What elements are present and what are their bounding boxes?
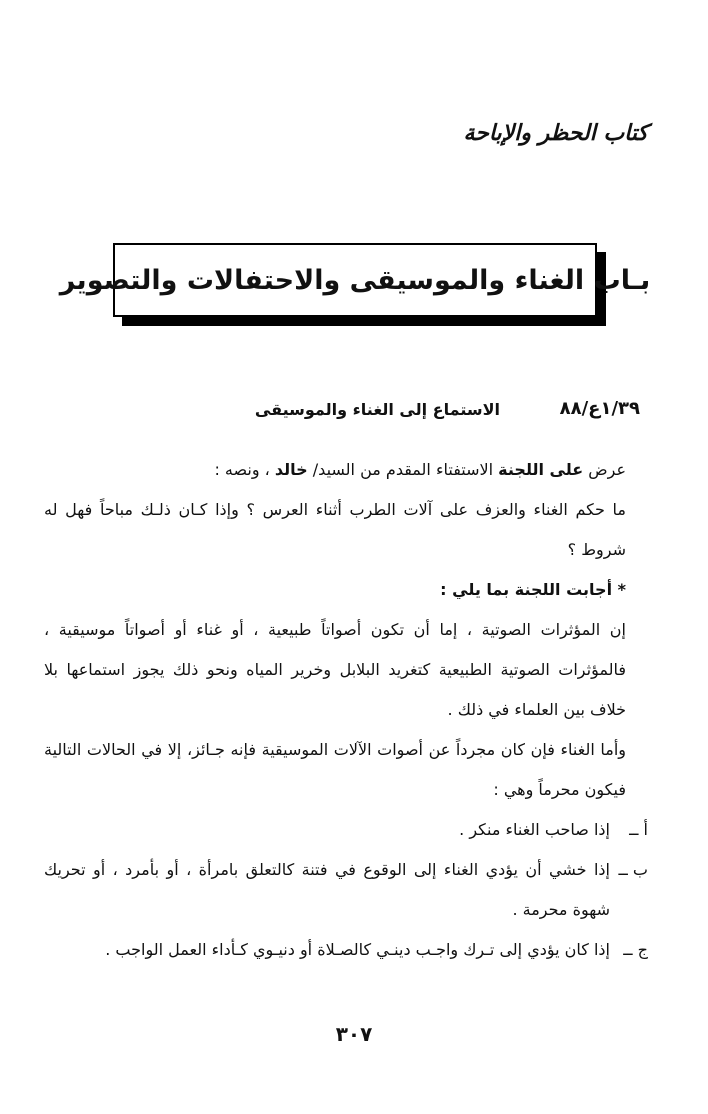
body-text (44, 450, 648, 970)
list-item-text: إذا خشي أن يؤدي الغناء إلى الوقوع في فتنة كالتعلق بامرأة ، أو بأمرد ، أو تحريك شهوة محرمة . (44, 860, 610, 919)
chapter-title: بـاب الغناء والموسيقى والاحتفالات والتصوير (59, 264, 651, 296)
list-item (44, 850, 648, 930)
list-item-text: إذا كان يؤدي إلى تـرك واجـب دينـي كالصـلاة أو دنيـوي كـأداء العمل الواجب . (105, 940, 610, 959)
question-paragraph: ما حكم الغناء والعزف على آلات الطرب أثناء العرس ؟ وإذا كـان ذلـك مباحاً فهل له شروط ؟ (44, 500, 626, 559)
chapter-title-box (59, 243, 651, 317)
list-marker: أ ــ (629, 820, 648, 839)
section-heading (40, 398, 640, 428)
running-header: كتاب الحظر والإباحة (463, 120, 648, 146)
intro-text-1: عرض (583, 460, 626, 479)
section-code: ١/٣٩ع/٨٨ (559, 398, 640, 419)
intro-paragraph (44, 450, 648, 490)
list-item-text: إذا صاحب الغناء منكر . (459, 820, 610, 839)
page-number: ٣٠٧ (335, 1022, 373, 1046)
list-marker: ج ــ (623, 940, 648, 959)
answer-label: * أجابت اللجنة بما يلي : (440, 580, 626, 599)
intro-text-2: الاستفتاء المقدم من السيد/ (307, 460, 499, 479)
intro-name: خالد (274, 460, 308, 479)
paragraph-1: إن المؤثرات الصوتية ، إما أن تكون أصواتاً طبيعية ، أو غناء أو أصواتاً موسيقية ، فالمؤثرات الصوتية الطبيعية كتغريد البلابل وخرير المياه ونحو ذلك يجوز استماعها بلا خلاف بين العلماء في ذلك . (44, 620, 626, 719)
list-marker: ب ــ (618, 860, 648, 879)
list-item (44, 930, 648, 970)
paragraph-2: وأما الغناء فإن كان مجرداً عن أصوات الآلات الموسيقية فإنه جـائز، إلا في الحالات التالية فيكون محرماً وهي : (44, 740, 626, 799)
intro-text-3: ، ونصه : (214, 460, 275, 479)
intro-committee: على اللجنة (498, 460, 584, 479)
list-item (44, 810, 648, 850)
section-title: الاستماع إلى الغناء والموسيقى (254, 400, 500, 419)
